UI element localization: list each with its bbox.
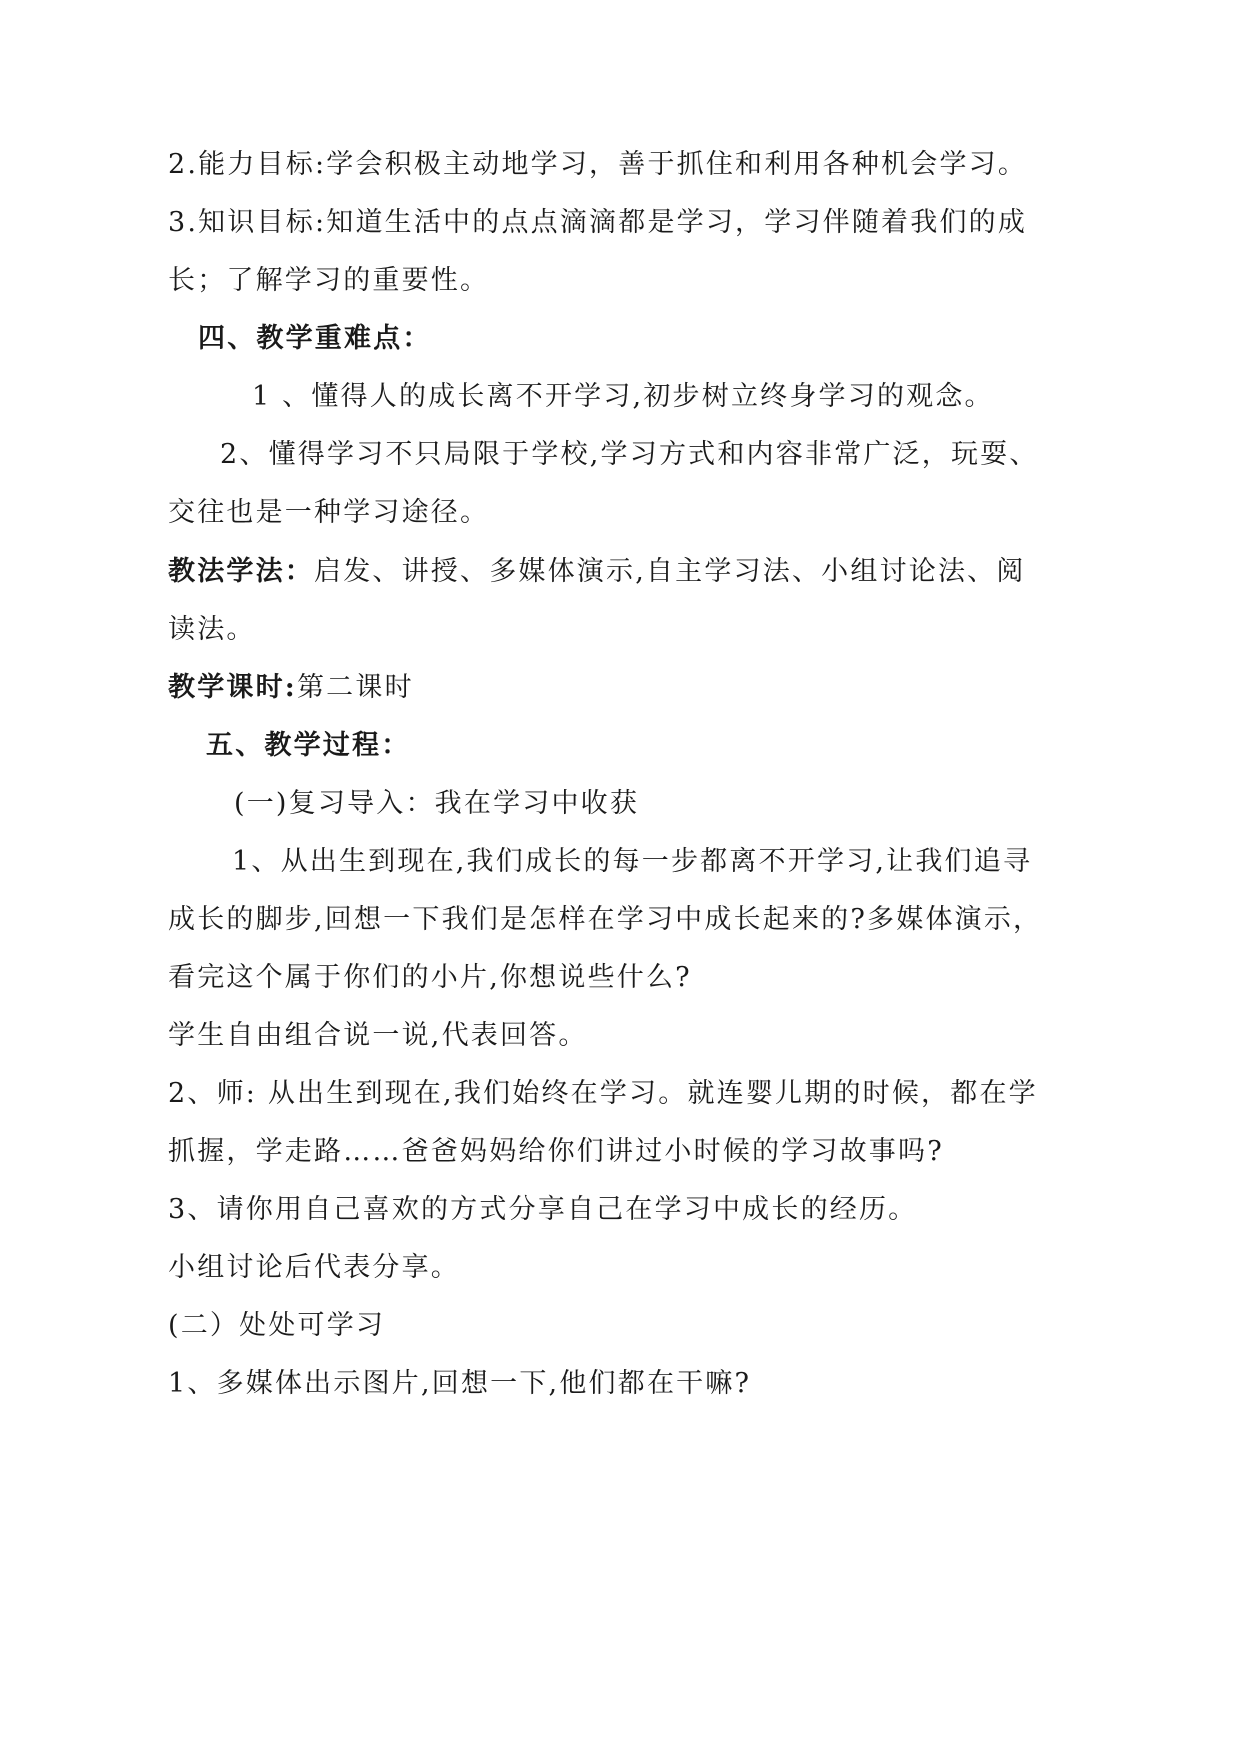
key-point-2 xyxy=(220,438,1039,472)
learn-everywhere-item-1 xyxy=(168,1367,751,1401)
line-text: 读法。 xyxy=(168,614,256,645)
line-text: 1、多媒体出示图片,回想一下,他们都在干嘛? xyxy=(168,1368,752,1399)
line-text: 小组讨论后代表分享。 xyxy=(168,1252,460,1283)
class-hours-label: 教学课时: xyxy=(168,672,297,703)
class-hours-line xyxy=(168,671,414,705)
line-text: 2、师: 从出生到现在,我们始终在学习。就连婴儿期的时候，都在学 xyxy=(168,1078,1038,1109)
line-text: 第二课时 xyxy=(296,672,414,703)
line-text: 1 、懂得人的成长离不开学习,初步树立终身学习的观念。 xyxy=(252,381,994,412)
key-point-2-continued xyxy=(168,496,489,530)
ability-goal-line xyxy=(168,148,1027,182)
group-discussion-line xyxy=(168,1251,460,1285)
line-text: 交往也是一种学习途径。 xyxy=(168,497,490,528)
line-text: 长；了解学习的重要性。 xyxy=(168,265,490,296)
student-activity-line xyxy=(168,1019,588,1053)
teaching-methods-continued xyxy=(168,613,256,647)
review-item-1 xyxy=(232,845,1032,879)
section-heading-key-points xyxy=(198,322,432,356)
heading-text: 四、教学重难点： xyxy=(198,323,432,354)
heading-text: 五、教学过程： xyxy=(206,730,411,761)
section-heading-process xyxy=(206,729,410,763)
knowledge-goal-line xyxy=(168,206,1027,240)
review-item-1-continued xyxy=(168,903,1042,937)
subsection-learn-everywhere xyxy=(168,1309,385,1343)
line-text: 2.能力目标:学会积极主动地学习，善于抓住和利用各种机会学习。 xyxy=(168,149,1028,180)
line-text: 2、懂得学习不只局限于学校,学习方式和内容非常广泛，玩耍、 xyxy=(220,439,1039,470)
line-text: 成长的脚步,回想一下我们是怎样在学习中成长起来的?多媒体演示， xyxy=(168,904,1043,935)
line-text: 3、请你用自己喜欢的方式分享自己在学习中成长的经历。 xyxy=(168,1194,918,1225)
line-text: 1、从出生到现在,我们成长的每一步都离不开学习,让我们追寻 xyxy=(232,846,1033,877)
line-text: 3.知识目标:知道生活中的点点滴滴都是学习，学习伴随着我们的成 xyxy=(168,207,1028,238)
line-text: 启发、讲授、多媒体演示,自主学习法、小组讨论法、阅 xyxy=(314,556,1026,587)
review-item-3 xyxy=(168,1193,917,1227)
teaching-methods-line xyxy=(168,555,1026,589)
line-text: 看完这个属于你们的小片,你想说些什么? xyxy=(168,962,692,993)
line-text: 学生自由组合说一说,代表回答。 xyxy=(168,1020,588,1051)
line-text: 抓握，学走路……爸爸妈妈给你们讲过小时候的学习故事吗? xyxy=(168,1136,944,1167)
review-item-2-continued xyxy=(168,1135,944,1169)
review-item-2 xyxy=(168,1077,1038,1111)
review-item-1-continued-2 xyxy=(168,961,692,995)
line-text: (一)复习导入：我在学习中收获 xyxy=(234,788,640,819)
key-point-1 xyxy=(252,380,994,414)
subsection-review xyxy=(234,787,639,821)
line-text: (二）处处可学习 xyxy=(168,1310,386,1341)
teaching-methods-label: 教法学法： xyxy=(168,556,314,587)
knowledge-goal-continued xyxy=(168,264,489,298)
